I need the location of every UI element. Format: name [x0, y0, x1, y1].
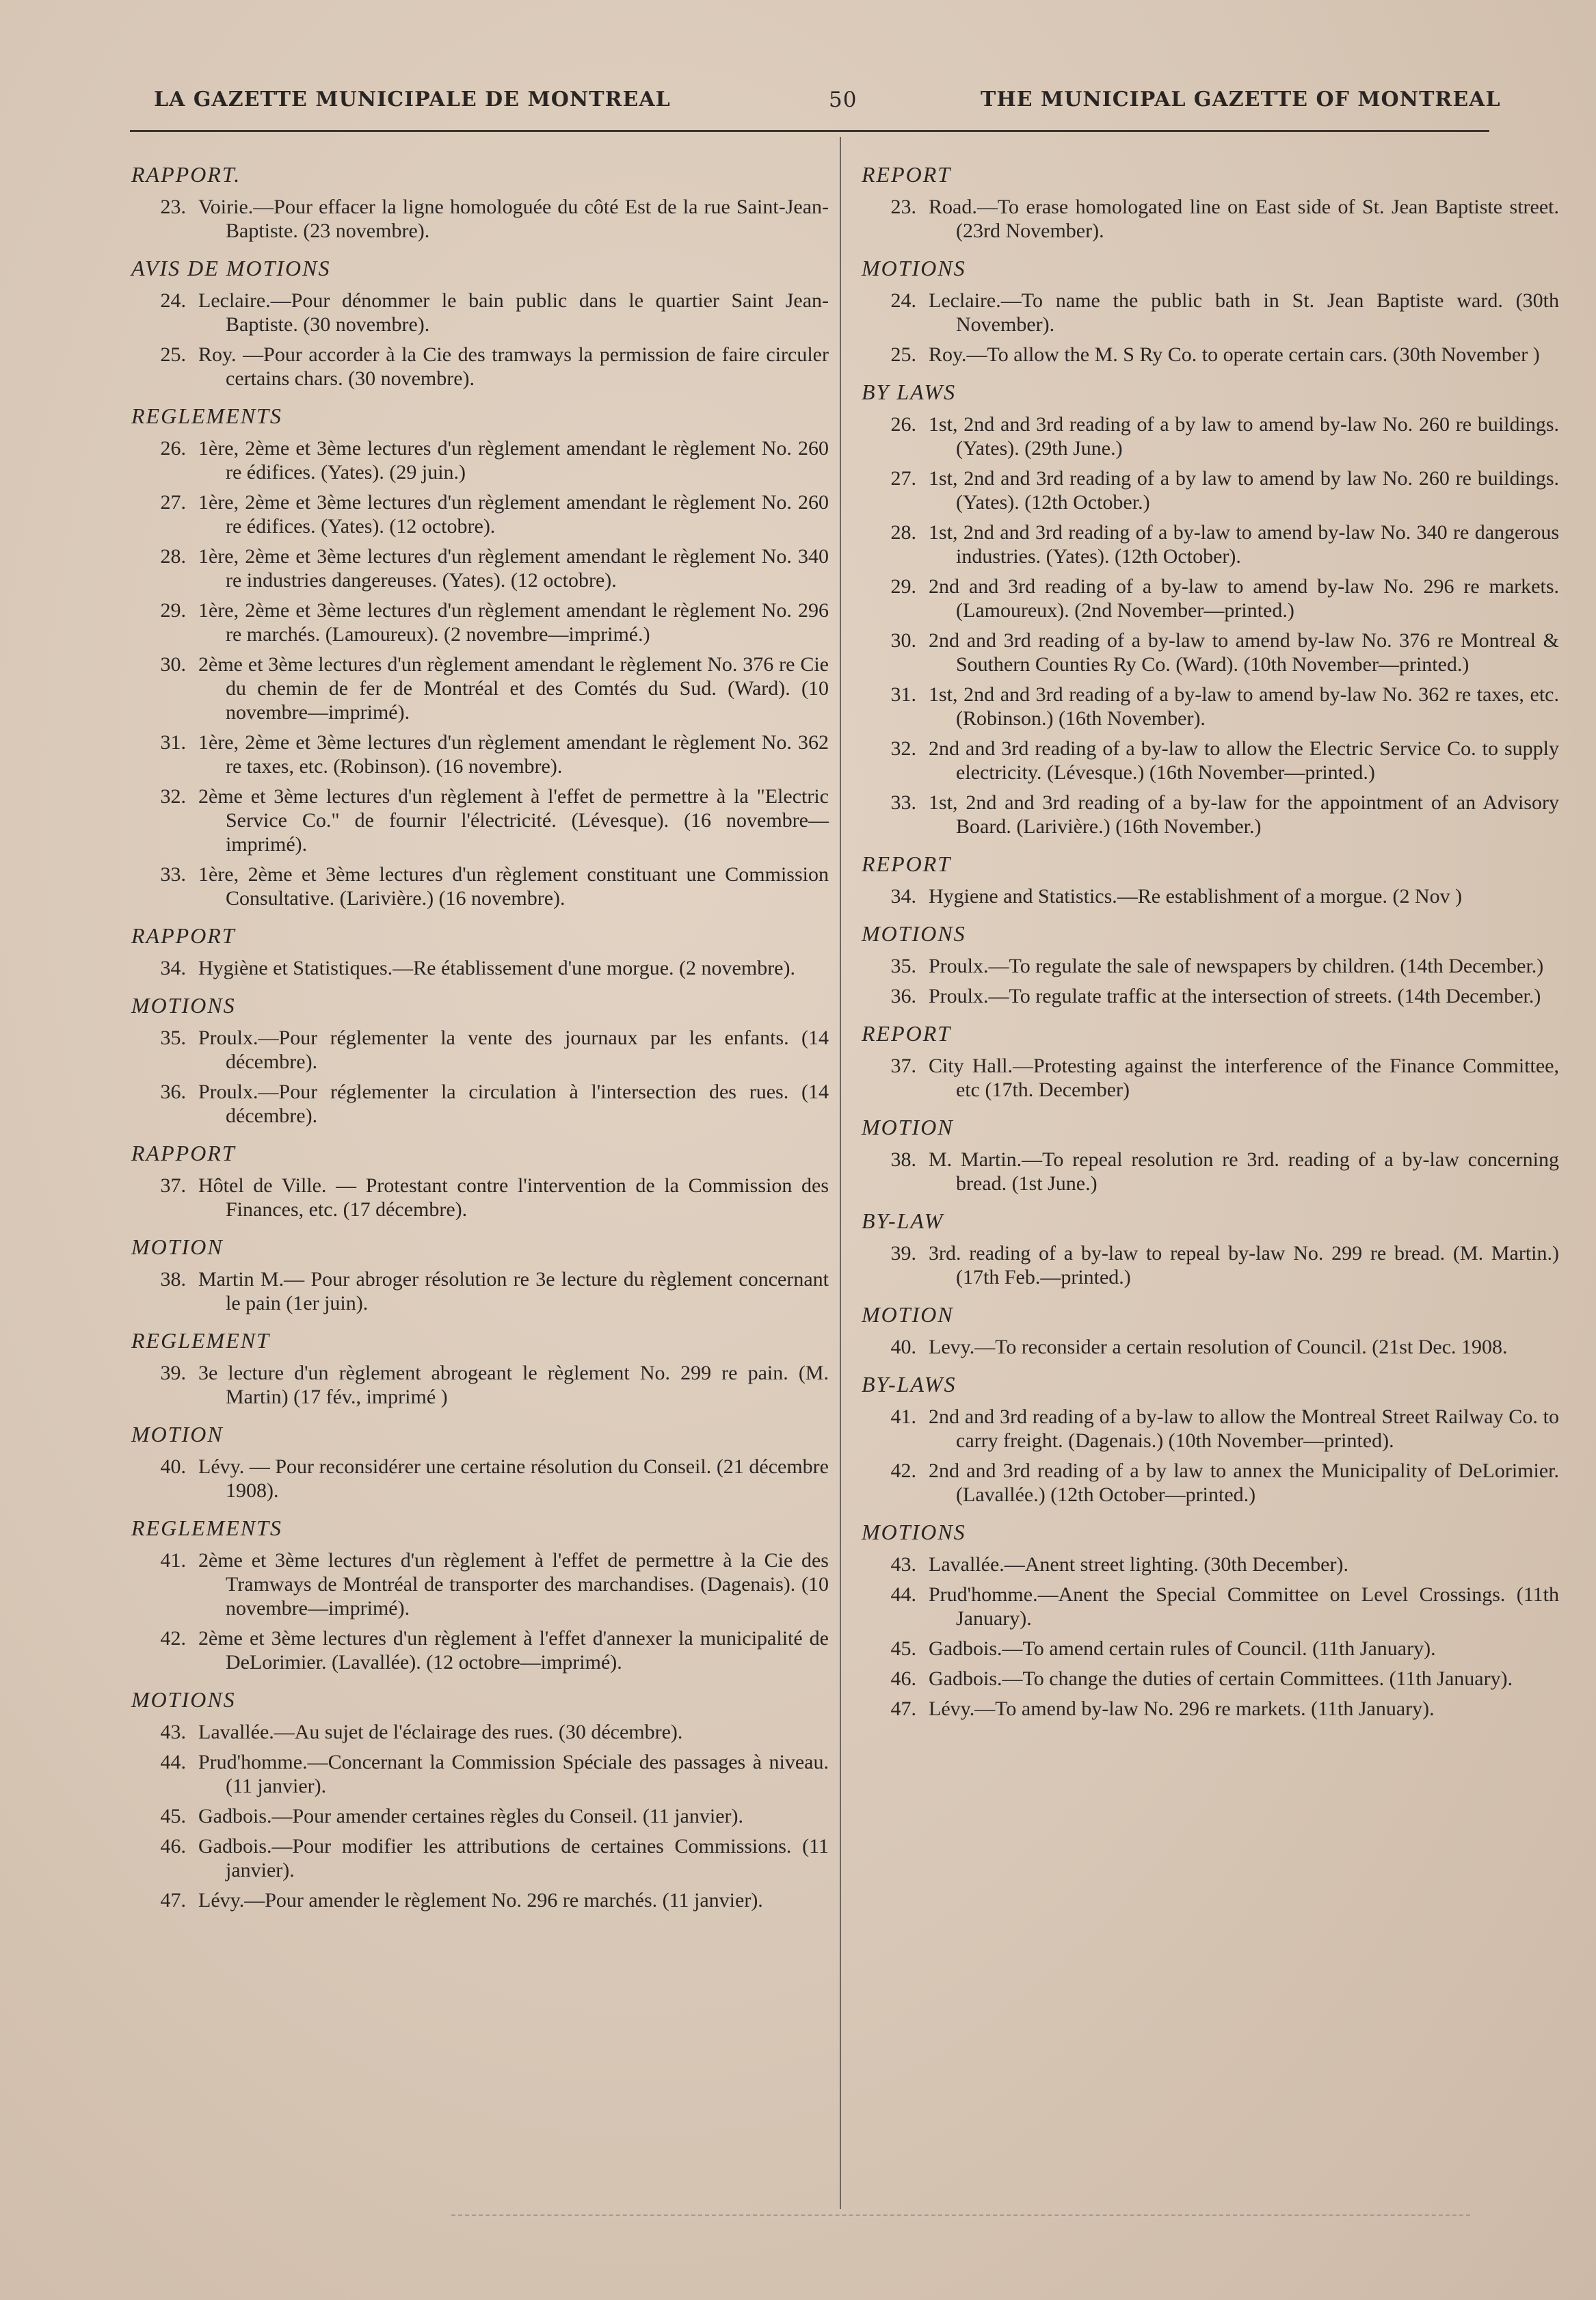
agenda-item	[131, 343, 829, 391]
agenda-item	[862, 1637, 1559, 1661]
agenda-item	[862, 954, 1559, 978]
agenda-item	[131, 289, 829, 336]
agenda-item	[862, 1459, 1559, 1507]
item-number: 41.	[160, 1549, 186, 1572]
section-heading: RAPPORT	[131, 923, 236, 948]
section-heading: MOTIONS	[862, 1520, 966, 1544]
item-number: 42.	[890, 1459, 916, 1482]
section-heading: RAPPORT.	[131, 162, 241, 187]
item-number: 43.	[890, 1553, 916, 1576]
agenda-item	[131, 1080, 829, 1128]
item-text: 1st, 2nd and 3rd reading of a by law to amend by law No. 260 re buildings. (Yates). (12th October.)	[929, 467, 1559, 514]
item-number: 26.	[890, 413, 916, 436]
item-number: 32.	[890, 737, 916, 760]
item-text: 3e lecture d'un règlement abrogeant le règlement No. 299 re pain. (M. Martin) (17 fév., imprimé )	[198, 1362, 829, 1408]
agenda-item	[131, 598, 829, 646]
page-number: 50	[829, 88, 857, 112]
agenda-item	[131, 652, 829, 724]
item-text: Lévy. — Pour reconsidérer une certaine résolution du Conseil. (21 décembre 1908).	[198, 1455, 829, 1502]
agenda-item	[131, 1834, 829, 1882]
item-text: Proulx.—Pour réglementer la vente des journaux par les enfants. (14 décembre).	[198, 1027, 829, 1073]
item-number: 27.	[160, 491, 186, 514]
section-heading: MOTION	[862, 1302, 954, 1327]
agenda-item	[131, 1720, 829, 1744]
item-number: 24.	[890, 289, 916, 312]
agenda-item	[862, 1667, 1559, 1691]
agenda-item	[862, 1054, 1559, 1102]
agenda-item	[131, 1750, 829, 1798]
item-text: 2nd and 3rd reading of a by law to annex the Municipality of DeLorimier. (Lavallée.) (12th October—printed.)	[929, 1459, 1559, 1506]
item-text: Hygiene and Statistics.—Re establishment of a morgue. (2 Nov )	[929, 885, 1463, 908]
item-text: City Hall.—Protesting against the interference of the Finance Committee, etc (17th. December)	[929, 1055, 1559, 1101]
agenda-item	[131, 1455, 829, 1503]
item-number: 25.	[890, 343, 916, 366]
item-number: 27.	[890, 467, 916, 490]
item-text: Lévy.—To amend by-law No. 296 re markets. (11th January).	[929, 1697, 1435, 1720]
section-heading: MOTION	[862, 1115, 954, 1139]
item-text: Gadbois.—Pour modifier les attributions de certaines Commissions. (11 janvier).	[198, 1835, 829, 1881]
item-number: 47.	[160, 1889, 186, 1912]
agenda-item	[862, 1335, 1559, 1359]
item-number: 29.	[890, 575, 916, 598]
item-number: 33.	[160, 863, 186, 886]
agenda-item	[862, 412, 1559, 460]
item-number: 23.	[160, 196, 186, 218]
item-text: Prud'homme.—Concernant la Commission Spéciale des passages à niveau. (11 janvier).	[198, 1751, 829, 1797]
item-text: 2nd and 3rd reading of a by-law to amend by-law No. 376 re Montreal & Southern Counties Ry Co. (Ward). (10th November—printed.)	[929, 629, 1559, 676]
agenda-item	[131, 1804, 829, 1828]
agenda-item	[862, 1148, 1559, 1195]
item-number: 36.	[160, 1081, 186, 1103]
item-number: 42.	[160, 1627, 186, 1650]
item-number: 39.	[890, 1242, 916, 1265]
item-number: 41.	[890, 1405, 916, 1428]
item-number: 30.	[890, 629, 916, 652]
section-heading: MOTIONS	[862, 921, 966, 946]
section-heading: AVIS DE MOTIONS	[131, 256, 331, 280]
agenda-item	[862, 343, 1559, 367]
agenda-item	[862, 884, 1559, 908]
section-heading: REPORT	[862, 1021, 952, 1046]
item-number: 23.	[890, 196, 916, 218]
agenda-item	[131, 490, 829, 538]
item-text: Proulx.—To regulate traffic at the intersection of streets. (14th December.)	[929, 985, 1541, 1007]
agenda-item	[862, 1241, 1559, 1289]
item-text: Lévy.—Pour amender le règlement No. 296 re marchés. (11 janvier).	[198, 1889, 763, 1912]
agenda-item	[131, 1174, 829, 1221]
agenda-item	[131, 730, 829, 778]
agenda-item	[862, 984, 1559, 1008]
item-text: 1st, 2nd and 3rd reading of a by-law to amend by-law No. 340 re dangerous industries. (Yates). (12th October).	[929, 521, 1559, 568]
section-heading: MOTIONS	[862, 256, 966, 280]
english-column	[862, 163, 1559, 1727]
item-text: 2nd and 3rd reading of a by-law to amend by-law No. 296 re markets. (Lamoureux). (2nd November—printed.)	[929, 575, 1559, 622]
item-number: 28.	[160, 545, 186, 568]
header-english-title: THE MUNICIPAL GAZETTE OF MONTREAL	[981, 88, 1501, 111]
agenda-item	[862, 737, 1559, 784]
item-text: Roy. —Pour accorder à la Cie des tramways la permission de faire circuler certains chars. (30 novembre).	[198, 343, 829, 390]
agenda-item	[131, 436, 829, 484]
agenda-item	[862, 289, 1559, 336]
item-text: Roy.—To allow the M. S Ry Co. to operate certain cars. (30th November )	[929, 343, 1540, 366]
item-number: 31.	[890, 683, 916, 706]
item-text: 2ème et 3ème lectures d'un règlement amendant le règlement No. 376 re Cie du chemin de fer de Montréal et des Comtés du Sud. (Ward). (10 novembre—imprimé).	[198, 653, 829, 724]
item-number: 38.	[160, 1268, 186, 1291]
item-text: 1st, 2nd and 3rd reading of a by-law to amend by-law No. 362 re taxes, etc. (Robinson.) (16th November).	[929, 683, 1559, 730]
agenda-item	[131, 1267, 829, 1315]
section-heading: BY LAWS	[862, 380, 957, 404]
agenda-item	[862, 1405, 1559, 1453]
item-number: 38.	[890, 1148, 916, 1171]
agenda-item	[131, 1626, 829, 1674]
agenda-item	[131, 544, 829, 592]
item-number: 34.	[160, 957, 186, 979]
item-text: Prud'homme.—Anent the Special Committee on Level Crossings. (11th January).	[929, 1583, 1559, 1630]
french-column	[131, 163, 829, 1918]
item-text: M. Martin.—To repeal resolution re 3rd. reading of a by-law concerning bread. (1st June.)	[929, 1148, 1559, 1195]
agenda-item	[131, 1361, 829, 1409]
section-heading: REGLEMENTS	[131, 1516, 282, 1540]
agenda-item	[131, 862, 829, 910]
item-number: 35.	[160, 1027, 186, 1049]
item-text: Gadbois.—Pour amender certaines règles du Conseil. (11 janvier).	[198, 1805, 743, 1827]
item-text: Gadbois.—To change the duties of certain Committees. (11th January).	[929, 1667, 1513, 1690]
agenda-item	[862, 466, 1559, 514]
item-number: 46.	[890, 1667, 916, 1690]
item-text: Hôtel de Ville. — Protestant contre l'intervention de la Commission des Finances, etc. (17 décembre).	[198, 1174, 829, 1221]
item-text: Voirie.—Pour effacer la ligne homologuée du côté Est de la rue Saint-Jean-Baptiste. (23 novembre).	[198, 196, 829, 242]
section-heading: REGLEMENTS	[131, 404, 282, 428]
agenda-item	[131, 1026, 829, 1074]
agenda-item	[131, 1548, 829, 1620]
footer-rule	[451, 2215, 1470, 2217]
item-number: 44.	[890, 1583, 916, 1606]
item-text: 2nd and 3rd reading of a by-law to allow the Electric Service Co. to supply electricity. (Lévesque.) (16th November—printed.)	[929, 737, 1559, 784]
item-text: 1ère, 2ème et 3ème lectures d'un règlement amendant le règlement No. 362 re taxes, etc. (Robinson). (16 novembre).	[198, 731, 829, 778]
item-number: 31.	[160, 731, 186, 754]
item-text: Martin M.— Pour abroger résolution re 3e lecture du règlement concernant le pain (1er juin).	[198, 1268, 829, 1314]
header-french-title: LA GAZETTE MUNICIPALE DE MONTREAL	[154, 88, 671, 111]
item-text: 2ème et 3ème lectures d'un règlement à l'effet d'annexer la municipalité de DeLorimier. (Lavallée). (12 octobre—imprimé).	[198, 1627, 829, 1674]
item-text: 1st, 2nd and 3rd reading of a by law to amend by-law No. 260 re buildings. (Yates). (29th June.)	[929, 413, 1559, 460]
section-heading: MOTIONS	[131, 993, 236, 1018]
item-number: 35.	[890, 955, 916, 977]
section-heading: REPORT	[862, 851, 952, 876]
item-number: 29.	[160, 599, 186, 622]
header-rule	[130, 130, 1489, 132]
item-number: 32.	[160, 785, 186, 808]
item-number: 24.	[160, 289, 186, 312]
column-divider	[840, 137, 841, 2209]
item-text: Hygiène et Statistiques.—Re établissement d'une morgue. (2 novembre).	[198, 957, 795, 979]
item-number: 46.	[160, 1835, 186, 1858]
item-text: 1ère, 2ème et 3ème lectures d'un règlement amendant le règlement No. 260 re édifices. (Yates). (29 juin.)	[198, 437, 829, 484]
section-heading: REPORT	[862, 162, 952, 187]
agenda-item	[862, 629, 1559, 676]
section-heading: REGLEMENT	[131, 1328, 270, 1353]
section-heading: MOTIONS	[131, 1687, 236, 1712]
item-number: 40.	[890, 1336, 916, 1358]
agenda-item	[862, 1583, 1559, 1630]
item-number: 33.	[890, 791, 916, 814]
item-number: 45.	[890, 1637, 916, 1660]
item-text: 2nd and 3rd reading of a by-law to allow the Montreal Street Railway Co. to carry freight. (Dagenais.) (10th November—printed).	[929, 1405, 1559, 1452]
agenda-item	[862, 683, 1559, 730]
item-number: 26.	[160, 437, 186, 460]
agenda-item	[131, 1888, 829, 1912]
agenda-item	[862, 1697, 1559, 1721]
item-number: 28.	[890, 521, 916, 544]
item-text: 2ème et 3ème lectures d'un règlement à l'effet de permettre à la Cie des Tramways de Montréal de transporter des marchandises. (Dagenais). (10 novembre—imprimé).	[198, 1549, 829, 1620]
item-number: 40.	[160, 1455, 186, 1478]
item-number: 30.	[160, 653, 186, 676]
item-number: 25.	[160, 343, 186, 366]
agenda-item	[862, 574, 1559, 622]
item-text: Proulx.—To regulate the sale of newspapers by children. (14th December.)	[929, 955, 1544, 977]
item-text: Lavallée.—Anent street lighting. (30th December).	[929, 1553, 1348, 1576]
agenda-item	[131, 784, 829, 856]
agenda-item	[862, 520, 1559, 568]
item-text: 1ère, 2ème et 3ème lectures d'un règlement amendant le règlement No. 260 re édifices. (Yates). (12 octobre).	[198, 491, 829, 538]
item-number: 39.	[160, 1362, 186, 1384]
item-text: Lavallée.—Au sujet de l'éclairage des rues. (30 décembre).	[198, 1721, 683, 1743]
item-number: 37.	[160, 1174, 186, 1197]
section-heading: BY-LAWS	[862, 1372, 957, 1397]
item-text: Levy.—To reconsider a certain resolution of Council. (21st Dec. 1908.	[929, 1336, 1508, 1358]
item-number: 45.	[160, 1805, 186, 1827]
item-text: Road.—To erase homologated line on East side of St. Jean Baptiste street. (23rd November).	[929, 196, 1559, 242]
agenda-item	[131, 195, 829, 243]
item-text: Gadbois.—To amend certain rules of Council. (11th January).	[929, 1637, 1436, 1660]
item-text: Leclaire.—To name the public bath in St. Jean Baptiste ward. (30th November).	[929, 289, 1559, 336]
agenda-item	[862, 195, 1559, 243]
item-text: 1ère, 2ème et 3ème lectures d'un règlement constituant une Commission Consultative. (Larivière.) (16 novembre).	[198, 863, 829, 910]
section-heading: MOTION	[131, 1422, 224, 1446]
item-text: 1st, 2nd and 3rd reading of a by-law for the appointment of an Advisory Board. (Larivière.) (16th November.)	[929, 791, 1559, 838]
item-number: 43.	[160, 1721, 186, 1743]
agenda-item	[131, 956, 829, 980]
section-heading: RAPPORT	[131, 1141, 236, 1165]
item-text: 1ère, 2ème et 3ème lectures d'un règlement amendant le règlement No. 340 re industries dangereuses. (Yates). (12 octobre).	[198, 545, 829, 592]
item-text: Proulx.—Pour réglementer la circulation à l'intersection des rues. (14 décembre).	[198, 1081, 829, 1127]
agenda-item	[862, 1552, 1559, 1576]
item-number: 36.	[890, 985, 916, 1007]
section-heading: MOTION	[131, 1234, 224, 1259]
item-number: 37.	[890, 1055, 916, 1077]
item-number: 47.	[890, 1697, 916, 1720]
item-text: 1ère, 2ème et 3ème lectures d'un règlement amendant le règlement No. 296 re marchés. (Lamoureux). (2 novembre—imprimé.)	[198, 599, 829, 646]
item-text: 3rd. reading of a by-law to repeal by-law No. 299 re bread. (M. Martin.) (17th Feb.—printed.)	[929, 1242, 1559, 1288]
item-text: Leclaire.—Pour dénommer le bain public dans le quartier Saint Jean-Baptiste. (30 novembre).	[198, 289, 829, 336]
item-number: 34.	[890, 885, 916, 908]
item-text: 2ème et 3ème lectures d'un règlement à l'effet de permettre à la "Electric Service Co." de fournir l'électricité. (Lévesque). (16 novembre—imprimé).	[198, 785, 829, 856]
item-number: 44.	[160, 1751, 186, 1773]
section-heading: BY-LAW	[862, 1208, 944, 1233]
agenda-item	[862, 791, 1559, 838]
